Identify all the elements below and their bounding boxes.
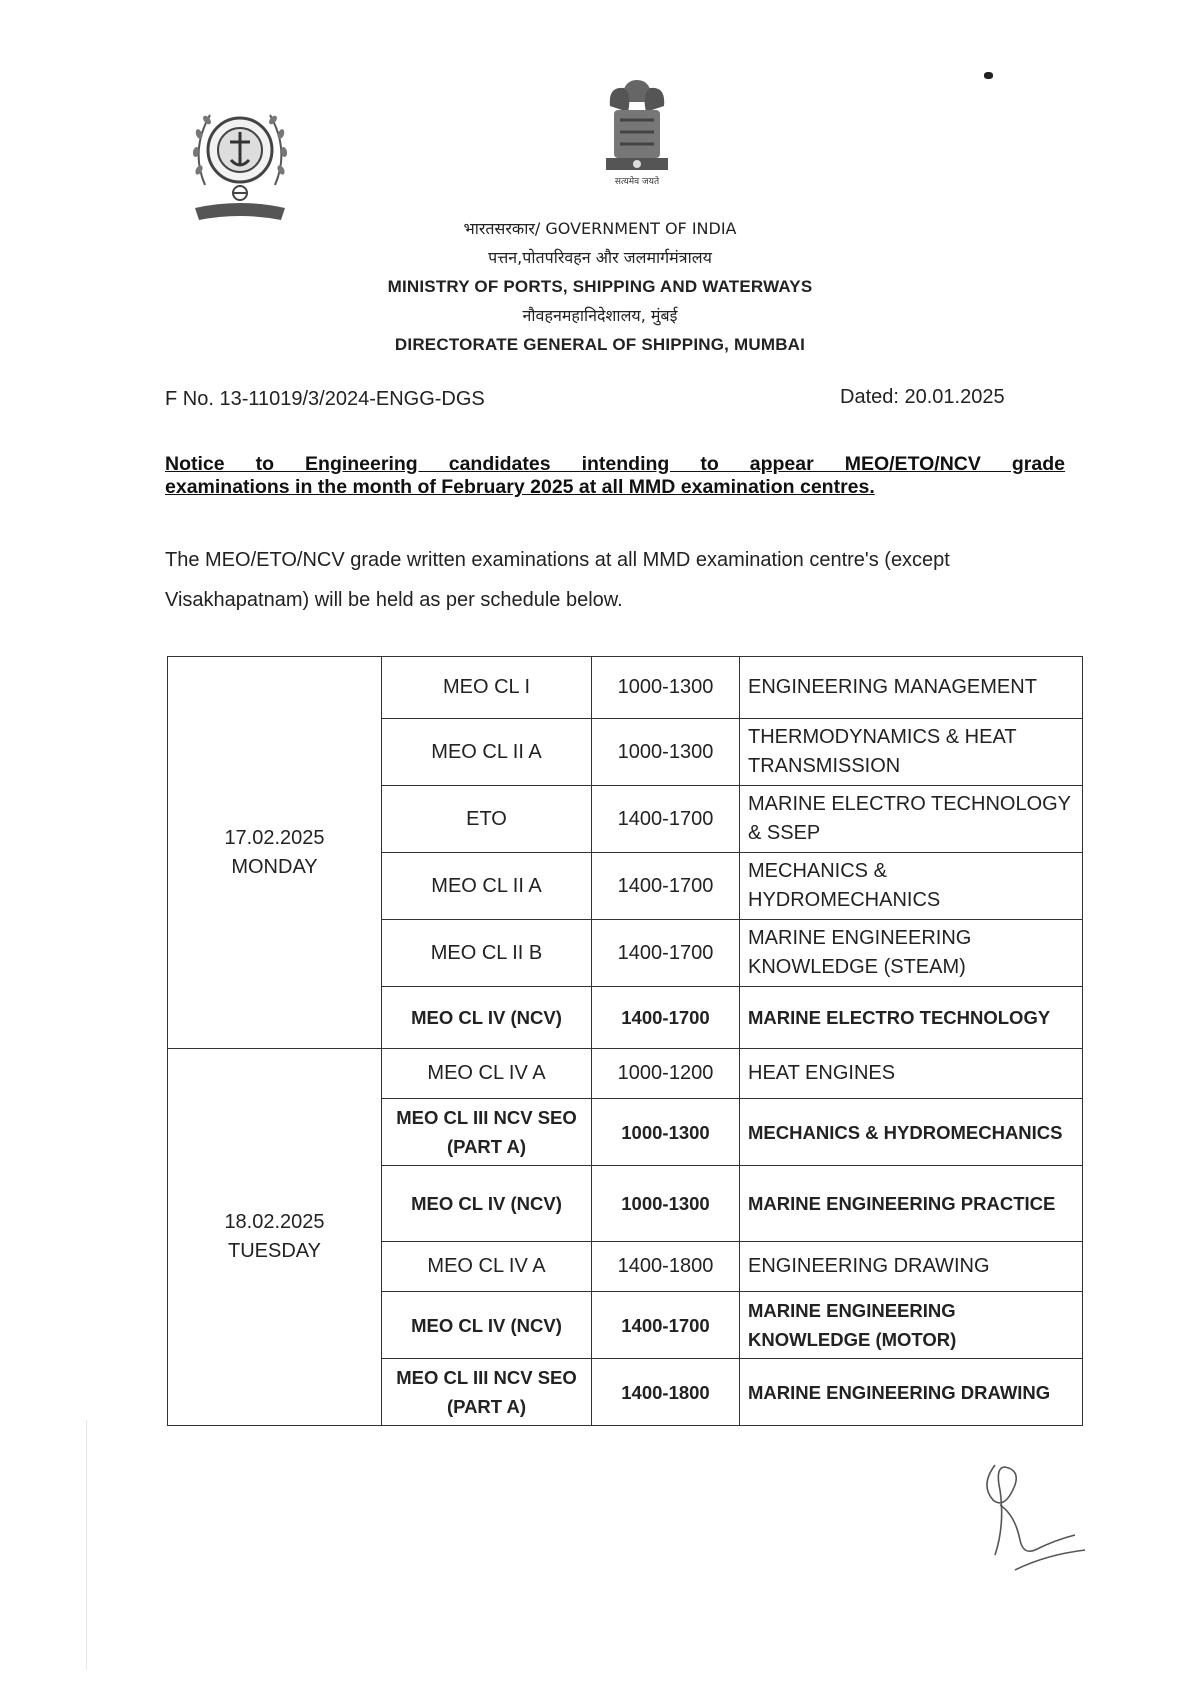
grade-cell: MEO CL II A — [382, 853, 592, 920]
subject-cell: MARINE ELECTRO TECHNOLOGY & SSEP — [740, 786, 1083, 853]
subject-cell: MECHANICS & HYDROMECHANICS — [740, 853, 1083, 920]
dgs-logo — [185, 90, 295, 240]
letterhead — [300, 214, 900, 359]
time-cell: 1400-1700 — [592, 1292, 740, 1359]
exam-date-cell — [168, 657, 382, 1049]
time-cell: 1000-1300 — [592, 657, 740, 719]
grade-cell: MEO CL III NCV SEO (PART A) — [382, 1359, 592, 1426]
notice-body: The MEO/ETO/NCV grade written examinations at all MMD examination centre's (except Visakhapatnam) will be held as per schedule below. — [165, 549, 950, 611]
time-cell: 1000-1200 — [592, 1049, 740, 1099]
exam-date: 17.02.2025 — [224, 826, 325, 849]
subject-cell: HEAT ENGINES — [740, 1049, 1083, 1099]
emblem-motto: सत्यमेव जयते — [614, 177, 660, 187]
grade-cell: MEO CL IV (NCV) — [382, 987, 592, 1049]
subject-cell: MARINE ENGINEERING PRACTICE — [740, 1166, 1083, 1242]
national-emblem — [592, 72, 682, 192]
notice-subject — [165, 453, 1065, 499]
subject-cell: MECHANICS & HYDROMECHANICS — [740, 1099, 1083, 1166]
time-cell: 1400-1800 — [592, 1359, 740, 1426]
ink-dot — [984, 72, 993, 79]
exam-date: 18.02.2025 — [224, 1211, 325, 1233]
grade-cell: MEO CL IV (NCV) — [382, 1292, 592, 1359]
exam-day: TUESDAY — [228, 1240, 321, 1262]
grade-cell: ETO — [382, 786, 592, 853]
ministry-hindi: पत्तन,पोतपरिवहन और जलमार्गमंत्रालय — [488, 248, 712, 267]
subject-cell: THERMODYNAMICS & HEAT TRANSMISSION — [740, 719, 1083, 786]
subject-cell: MARINE ENGINEERING KNOWLEDGE (STEAM) — [740, 920, 1083, 987]
time-cell: 1400-1700 — [592, 987, 740, 1049]
time-cell: 1000-1300 — [592, 1099, 740, 1166]
grade-cell: MEO CL I — [382, 657, 592, 719]
exam-schedule-table — [167, 656, 1083, 1426]
dgs-english: DIRECTORATE GENERAL OF SHIPPING, MUMBAI — [394, 335, 806, 354]
subject-cell: ENGINEERING MANAGEMENT — [740, 657, 1083, 719]
time-cell: 1000-1300 — [592, 719, 740, 786]
subject-line-2: examinations in the month of February 2025 at all MMD examination centres. — [165, 476, 875, 498]
subject-cell: ENGINEERING DRAWING — [740, 1242, 1083, 1292]
dgs-hindi: नौवहनमहानिदेशालय, मुंबई — [522, 306, 678, 325]
time-cell: 1400-1700 — [592, 853, 740, 920]
subject-cell: MARINE ENGINEERING KNOWLEDGE (MOTOR) — [740, 1292, 1083, 1359]
grade-cell: MEO CL II B — [382, 920, 592, 987]
grade-cell: MEO CL IV A — [382, 1049, 592, 1099]
ministry-english: MINISTRY OF PORTS, SHIPPING AND WATERWAYS — [387, 277, 813, 296]
exam-date-cell — [168, 1049, 382, 1426]
scan-edge-line — [86, 1420, 87, 1670]
subject-cell: MARINE ENGINEERING DRAWING — [740, 1359, 1083, 1426]
grade-cell: MEO CL III NCV SEO (PART A) — [382, 1099, 592, 1166]
time-cell: 1400-1800 — [592, 1242, 740, 1292]
subject-cell: MARINE ELECTRO TECHNOLOGY — [740, 987, 1083, 1049]
table-row — [168, 1049, 1083, 1099]
exam-day: MONDAY — [231, 855, 318, 878]
table-row — [168, 657, 1083, 719]
grade-cell: MEO CL II A — [382, 719, 592, 786]
time-cell: 1000-1300 — [592, 1166, 740, 1242]
grade-cell: MEO CL IV A — [382, 1242, 592, 1292]
time-cell: 1400-1700 — [592, 786, 740, 853]
file-number: F No. 13-11019/3/2024-ENGG-DGS — [165, 388, 485, 410]
time-cell: 1400-1700 — [592, 920, 740, 987]
signature — [975, 1455, 1095, 1575]
subject-line-1: Notice to Engineering candidates intending to appear MEO/ETO/NCV grade — [165, 453, 1065, 475]
date-line: Dated: 20.01.2025 — [840, 386, 1005, 408]
grade-cell: MEO CL IV (NCV) — [382, 1166, 592, 1242]
gov-heading: भारतसरकार/ GOVERNMENT OF INDIA — [463, 219, 737, 238]
